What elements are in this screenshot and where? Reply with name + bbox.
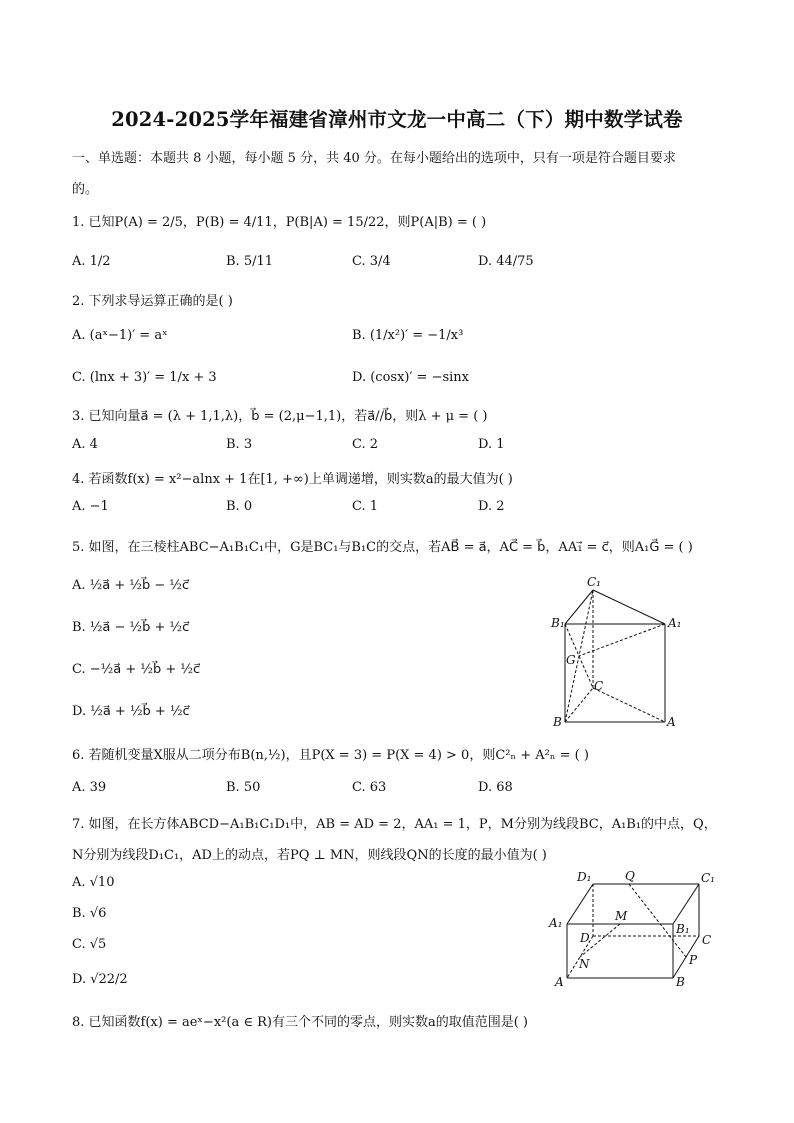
q7-option-b: B. √6 xyxy=(72,906,107,921)
label-c: C xyxy=(594,679,604,693)
question-5: 5. 如图，在三棱柱ABC−A₁B₁C₁中，G是BC₁与B₁C的交点，若AB⃗ = a⃗，AC⃗ = b⃗，AA₁⃗ = c⃗，则A₁G⃗ = ( ) xyxy=(72,540,693,555)
section-heading-cont: 的。 xyxy=(72,182,99,197)
question-8: 8. 已知函数f(x) = aeˣ−x²(a ∈ R)有三个不同的零点，则实数a的取值范围是( ) xyxy=(72,1015,528,1030)
q7-option-c: C. √5 xyxy=(72,937,107,952)
q6-option-a: A. 39 xyxy=(72,780,107,795)
q7-option-d: D. √22/2 xyxy=(72,972,128,987)
q3-option-d: D. 1 xyxy=(478,437,505,452)
label-b1: B₁ xyxy=(676,922,690,936)
q3-option-c: C. 2 xyxy=(352,437,379,452)
label-n: N xyxy=(579,957,590,971)
label-p: P xyxy=(689,953,698,967)
label-b1: B₁ xyxy=(551,616,565,630)
label-a1: A₁ xyxy=(668,616,682,630)
q4-option-c: C. 1 xyxy=(352,499,379,514)
label-m: M xyxy=(615,909,628,923)
q6-option-d: D. 68 xyxy=(478,780,513,795)
q4-option-b: B. 0 xyxy=(226,499,253,514)
q1-option-b: B. 5/11 xyxy=(226,254,274,269)
q2-option-a: A. (aˣ−1)′ = aˣ xyxy=(72,328,168,343)
question-7: 7. 如图，在长方体ABCD−A₁B₁C₁D₁中，AB = AD = 2，AA₁ = 1，P，M分别为线段BC，A₁B₁的中点，Q， xyxy=(72,817,717,832)
page-title: 2024-2025学年福建省漳州市文龙一中高二（下）期中数学试卷 xyxy=(111,108,683,131)
q4-option-a: A. −1 xyxy=(72,499,109,514)
q4-option-d: D. 2 xyxy=(478,499,505,514)
q2-option-d: D. (cosx)′ = −sinx xyxy=(352,370,470,385)
label-a: A xyxy=(555,975,564,989)
question-7-cont: N分别为线段D₁C₁，AD上的动点，若PQ ⊥ MN，则线段QN的长度的最小值为( ) xyxy=(72,848,547,863)
label-g: G xyxy=(566,653,576,667)
question-4: 4. 若函数f(x) = x²−alnx + 1在[1, +∞)上单调递增，则实数a的最大值为( ) xyxy=(72,472,513,487)
label-c: C xyxy=(702,933,712,947)
q2-option-b: B. (1/x²)′ = −1/x³ xyxy=(352,328,464,343)
q5-option-c: C. −½a⃗ + ½b⃗ + ½c⃗ xyxy=(72,662,201,677)
question-6: 6. 若随机变量X服从二项分布B(n,½)，且P(X = 3) = P(X = 4) > 0，则C²ₙ + A²ₙ = ( ) xyxy=(72,748,589,763)
prism-figure xyxy=(545,572,685,732)
label-a: A xyxy=(667,715,676,729)
question-3: 3. 已知向量a⃗ = (λ + 1,1,λ)，b⃗ = (2,μ−1,1)，若a⃗//b⃗，则λ + μ = ( ) xyxy=(72,409,488,424)
q5-option-a: A. ½a⃗ + ½b⃗ − ½c⃗ xyxy=(72,578,190,593)
q7-option-a: A. √10 xyxy=(72,875,115,890)
q2-option-c: C. (lnx + 3)′ = 1/x + 3 xyxy=(72,370,217,385)
q5-option-b: B. ½a⃗ − ½b⃗ + ½c⃗ xyxy=(72,620,190,635)
question-2: 2. 下列求导运算正确的是( ) xyxy=(72,294,233,309)
q1-option-c: C. 3/4 xyxy=(352,254,391,269)
q5-option-d: D. ½a⃗ + ½b⃗ + ½c⃗ xyxy=(72,704,190,719)
q3-option-a: A. 4 xyxy=(72,437,98,452)
q6-option-b: B. 50 xyxy=(226,780,261,795)
q1-option-a: A. 1/2 xyxy=(72,254,111,269)
cuboid-figure xyxy=(545,866,720,991)
label-b: B xyxy=(553,715,562,729)
label-d: D xyxy=(580,931,590,945)
label-b: B xyxy=(676,975,685,989)
label-q: Q xyxy=(625,869,635,883)
label-a1: A₁ xyxy=(549,916,563,930)
question-1: 1. 已知P(A) = 2/5，P(B) = 4/11，P(B|A) = 15/22，则P(A|B) = ( ) xyxy=(72,215,487,230)
label-c1: C₁ xyxy=(701,871,715,885)
section-heading: 一、单选题：本题共 8 小题，每小题 5 分，共 40 分。在每小题给出的选项中，只有一项是符合题目要求 xyxy=(72,151,676,166)
q3-option-b: B. 3 xyxy=(226,437,253,452)
q1-option-d: D. 44/75 xyxy=(478,254,534,269)
q6-option-c: C. 63 xyxy=(352,780,387,795)
label-d1: D₁ xyxy=(577,870,592,884)
label-c1: C₁ xyxy=(587,575,601,589)
